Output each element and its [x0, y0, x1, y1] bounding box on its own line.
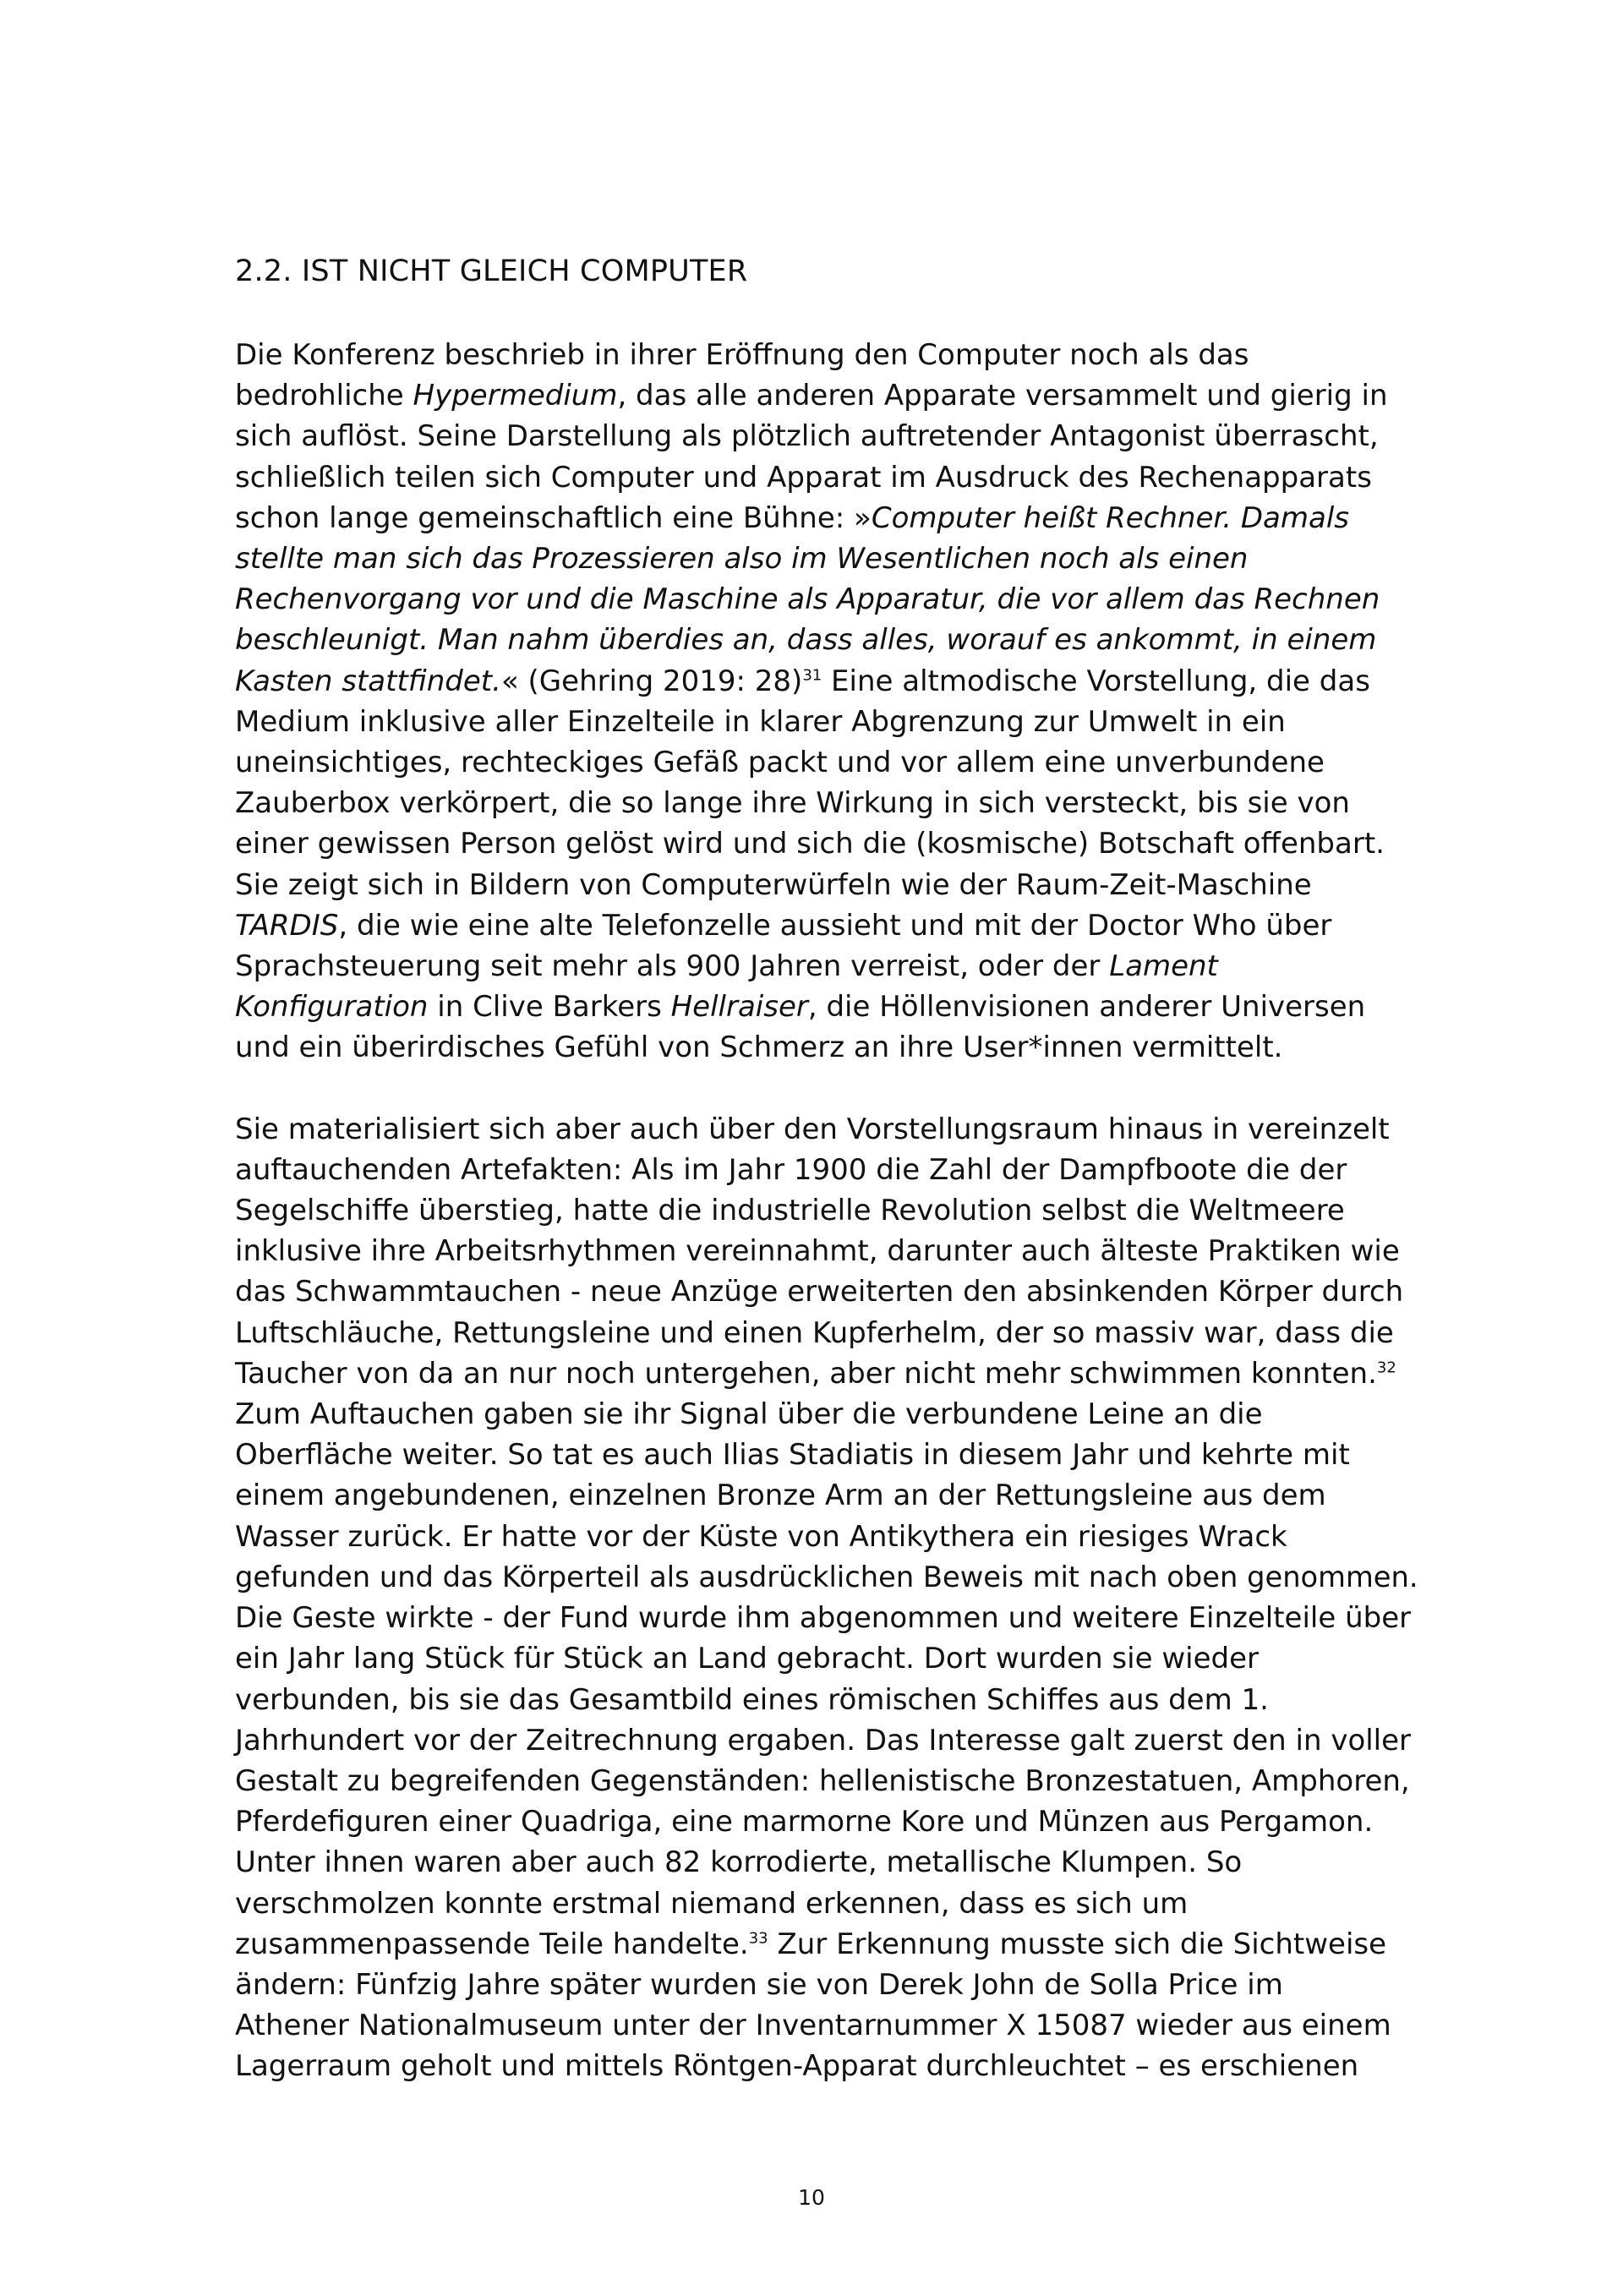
text-line: Medium inklusive aller Einzelteile in klarer Abgrenzung zur Umwelt in ein — [235, 704, 1286, 739]
text-line — [235, 905, 1418, 946]
text-line: schließlich teilen sich Computer und Apparat im Ausdruck des Rechenapparats — [235, 460, 1372, 495]
quote-italic: Rechenvorgang vor und die Maschine als Apparatur, die vor allem das Rechnen — [235, 582, 1380, 617]
text-line — [235, 375, 1418, 416]
text-line: sich auflöst. Seine Darstellung als plötzlich auftretender Antagonist überrascht, — [235, 419, 1379, 454]
text-line: inklusive ihre Arbeitsrhythmen vereinnahmt, darunter auch älteste Praktiken wie — [235, 1234, 1400, 1269]
text-run: , das alle anderen Apparate versammelt und gierig in — [617, 379, 1388, 413]
text-line — [235, 538, 1418, 579]
text-run: Taucher von da an nur noch untergehen, aber nicht mehr schwimmen konnten. — [235, 1356, 1377, 1391]
text-line: uneinsichtiges, rechteckiges Gefäß packt und vor allem eine unverbundene — [235, 746, 1325, 780]
text-line: Sie materialisiert sich aber auch über den Vorstellungsraum hinaus in vereinzelt — [235, 1112, 1390, 1146]
text-line: Zum Auftauchen gaben sie ihr Signal über die verbundene Leine an die — [235, 1397, 1263, 1432]
text-line: Die Konferenz beschrieb in ihrer Eröffnung den Computer noch als das — [235, 338, 1249, 372]
text-run: , die Höllenvisionen anderer Universen — [807, 990, 1366, 1025]
text-run: Eine altmodische Vorstellung, die das — [822, 664, 1370, 698]
text-line: Zauberbox verkörpert, die so lange ihre Wirkung in sich versteckt, bis sie von — [235, 786, 1350, 821]
text-run: zusammenpassende Teile handelte. — [235, 1927, 749, 1961]
footnote-ref-33[interactable]: 33 — [748, 1929, 768, 1948]
text-line: Oberfläche weiter. So tat es auch Ilias Stadiatis in diesem Jahr und kehrte mit — [235, 1438, 1350, 1473]
text-line: das Schwammtauchen - neue Anzüge erweiterten den absinkenden Körper durch — [235, 1275, 1404, 1309]
text-line — [235, 946, 1418, 987]
page-number: 10 — [798, 2185, 825, 2210]
section-heading: 2.2. IST NICHT GLEICH COMPUTER — [235, 254, 748, 288]
text-line: Lagerraum geholt und mittels Röntgen-Apparat durchleuchtet – es erschienen — [235, 2049, 1359, 2084]
italic-text: TARDIS — [235, 908, 339, 943]
text-line: auftauchenden Artefakten: Als im Jahr 1900 die Zahl der Dampfboote die der — [235, 1152, 1347, 1187]
text-line: Pferdefiguren einer Quadriga, eine marmorne Kore und Münzen aus Pergamon. — [235, 1805, 1374, 1840]
text-line: einem angebundenen, einzelnen Bronze Arm an der Rettungsleine aus dem — [235, 1479, 1326, 1513]
paragraph-1 — [235, 335, 1418, 1069]
italic-text: Lament — [1109, 949, 1218, 984]
text-line — [235, 620, 1418, 660]
text-line: Segelschiffe überstieg, hatte die industrielle Revolution selbst die Weltmeere — [235, 1194, 1345, 1228]
quote-italic: beschleunigt. Man nahm überdies an, dass alles, worauf es ankommt, in einem — [235, 623, 1377, 658]
text-line: Gestalt zu begreifenden Gegenständen: hellenistische Bronzestatuen, Amphoren, — [235, 1763, 1410, 1798]
footnote-ref-31[interactable]: 31 — [802, 666, 822, 685]
text-line: Luftschläuche, Rettungsleine und einen Kupferhelm, der so massiv war, dass die — [235, 1315, 1394, 1350]
quote-italic: Computer heißt Rechner. Damals — [871, 500, 1349, 535]
text-line: und ein überirdisches Gefühl von Schmerz an ihre User*innen vermittelt. — [235, 1030, 1283, 1065]
text-line: Athener Nationalmuseum unter der Inventarnummer X 15087 wieder aus einem — [235, 2009, 1391, 2043]
text-run: in Clive Barkers — [428, 990, 671, 1025]
text-line — [235, 987, 1418, 1027]
text-run: Sprachsteuerung seit mehr als 900 Jahren verreist, oder der — [235, 949, 1110, 984]
text-line — [235, 661, 1418, 702]
italic-text: Hellraiser — [670, 990, 808, 1025]
text-line: Sie zeigt sich in Bildern von Computerwürfeln wie der Raum-Zeit-Maschine — [235, 867, 1312, 902]
text-run: Zur Erkennung musste sich die Sichtweise — [768, 1927, 1387, 1961]
text-line — [235, 1353, 1418, 1394]
text-line — [235, 498, 1418, 538]
text-line — [235, 1924, 1418, 1965]
italic-text: Konfiguration — [235, 990, 429, 1025]
text-line: gefunden und das Körperteil als ausdrücklichen Beweis mit nach oben genommen. — [235, 1560, 1418, 1594]
text-line: Unter ihnen waren aber auch 82 korrodierte, metallische Klumpen. So — [235, 1845, 1243, 1880]
text-run: bedrohliche — [235, 379, 413, 413]
quote-italic: stellte man sich das Prozessieren also im Wesentlichen noch als einen — [235, 542, 1249, 577]
document-page — [235, 254, 1418, 2128]
text-line: Wasser zurück. Er hatte vor der Küste von Antikythera ein riesiges Wrack — [235, 1519, 1287, 1554]
text-line — [235, 579, 1418, 620]
italic-text: Hypermedium — [413, 379, 618, 413]
text-run: schon lange gemeinschaftlich eine Bühne: » — [235, 500, 872, 535]
text-line: verschmolzen konnte erstmal niemand erkennen, dass es sich um — [235, 1886, 1189, 1921]
text-line: ein Jahr lang Stück für Stück an Land gebracht. Dort wurden sie wieder — [235, 1642, 1259, 1676]
text-line: Jahrhundert vor der Zeitrechnung ergaben. Das Interesse galt zuerst den in voller — [235, 1723, 1412, 1758]
citation: « (Gehring 2019: 28) — [500, 664, 803, 698]
paragraph-2 — [235, 1109, 1418, 2087]
footnote-ref-32[interactable]: 32 — [1376, 1358, 1396, 1377]
text-run: , die wie eine alte Telefonzelle aussieht und mit der Doctor Who über — [338, 908, 1332, 943]
quote-italic: Kasten stattfindet. — [235, 664, 501, 698]
text-line: Die Geste wirkte - der Fund wurde ihm abgenommen und weitere Einzelteile über — [235, 1601, 1412, 1636]
text-line: ändern: Fünfzig Jahre später wurden sie von Derek John de Solla Price im — [235, 1967, 1283, 2002]
text-line: einer gewissen Person gelöst wird und sich die (kosmische) Botschaft offenbart. — [235, 827, 1385, 861]
text-line: verbunden, bis sie das Gesamtbild eines römischen Schiffes aus dem 1. — [235, 1682, 1269, 1717]
